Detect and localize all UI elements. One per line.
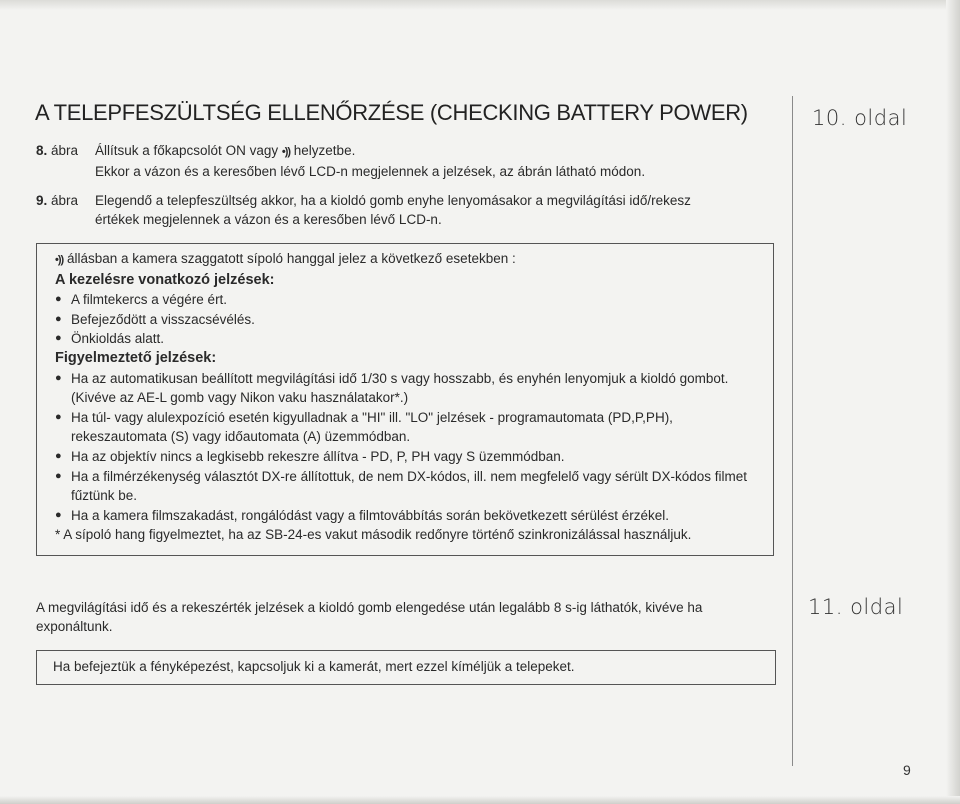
beep-sound-icon: •)) [281,146,291,158]
page-edge-top [0,0,960,10]
beep-sound-icon: •)) [55,254,64,266]
side-note-page-11: 11. oldal [808,595,904,619]
list-item: ● Ha a filmérzékenység választót DX-re állítottuk, de nem DX-kódos, ill. nem megfelelő vagy sérült DX-kódos filmet fűztünk be. [55,467,755,506]
step-8 [36,141,645,181]
operation-signals-title: A kezelésre vonatkozó jelzések: [55,271,275,288]
margin-divider [792,96,793,766]
step-9-text: Elegendő a telepfeszültség akkor, ha a kioldó gomb enyhe lenyomásakor a megvilágítási idő/rekesz [95,193,691,208]
list-item: ● Ha a kamera filmszakadást, rongálódást vagy a filmtovábbítás során bekövetkezett sérülést érzékel. [55,506,755,526]
step-number: 8. ábra [36,143,79,158]
list-item: ● Ha túl- vagy alulexpozíció esetén kigyulladnak a "HI" ill. "LO" jelzések - programautomata (PD,P,PH), rekeszautomata (S) vagy időautomata (A) üzemmódban. [55,408,755,447]
page-number: 9 [903,762,911,778]
operation-signals-list [55,290,755,349]
step-9 [36,191,691,229]
list-item: ● Befejeződött a visszacsévélés. [55,310,755,330]
footnote: * A sípoló hang figyelmeztet, ha az SB-24-es vakut második redőnyre történő szinkronizálással használjuk. [55,527,692,543]
step-8-line1 [36,141,645,162]
page-edge-right [946,0,960,804]
step-number: 9. ábra [36,193,79,208]
exposure-display-paragraph: A megvilágítási idő és a rekeszérték jelzések a kioldó gomb elengedése után legalább 8 s-ig láthatók, kivéve ha exponáltunk. [36,600,703,634]
power-off-note: Ha befejeztük a fényképezést, kapcsoljuk ki a kamerát, mert ezzel kíméljük a telepeket. [36,650,776,685]
step-8-text-end: helyzetbe. [290,143,356,158]
warning-signals-list [55,369,755,526]
step-9-line2: értékek megjelennek a vázon és a keresőben lévő LCD-n. [95,212,442,227]
list-item: ● A filmtekercs a végére ért. [55,290,755,310]
list-item: ● Önkioldás alatt. [55,329,755,349]
side-note-page-10: 10. oldal [812,106,908,130]
infobox-intro: •)) állásban a kamera szaggatott sípoló hanggal jelez a következő esetekben : [55,251,516,266]
page-edge-bottom [0,796,960,804]
list-item: ● Ha az objektív nincs a legkisebb rekeszre állítva - PD, P, PH vagy S üzemmódban. [55,447,755,467]
warning-signals-title: Figyelmeztető jelzések: [55,349,217,366]
step-9-line1 [36,191,691,210]
warning-signals-box [36,243,774,556]
section-heading: A TELEPFESZÜLTSÉG ELLENŐRZÉSE (CHECKING BATTERY POWER) [35,100,748,125]
list-item: ● Ha az automatikusan beállított megvilágítási idő 1/30 s vagy hosszabb, és enyhén lenyomjuk a kioldó gombot. (Kivéve az AE-L gomb vagy Nikon vaku használatakor*.) [55,369,755,408]
step-8-text: Állítsuk a főkapcsolót ON vagy [95,143,282,158]
step-8-line2: Ekkor a vázon és a keresőben lévő LCD-n megjelennek a jelzések, az ábrán látható módon. [95,164,646,179]
